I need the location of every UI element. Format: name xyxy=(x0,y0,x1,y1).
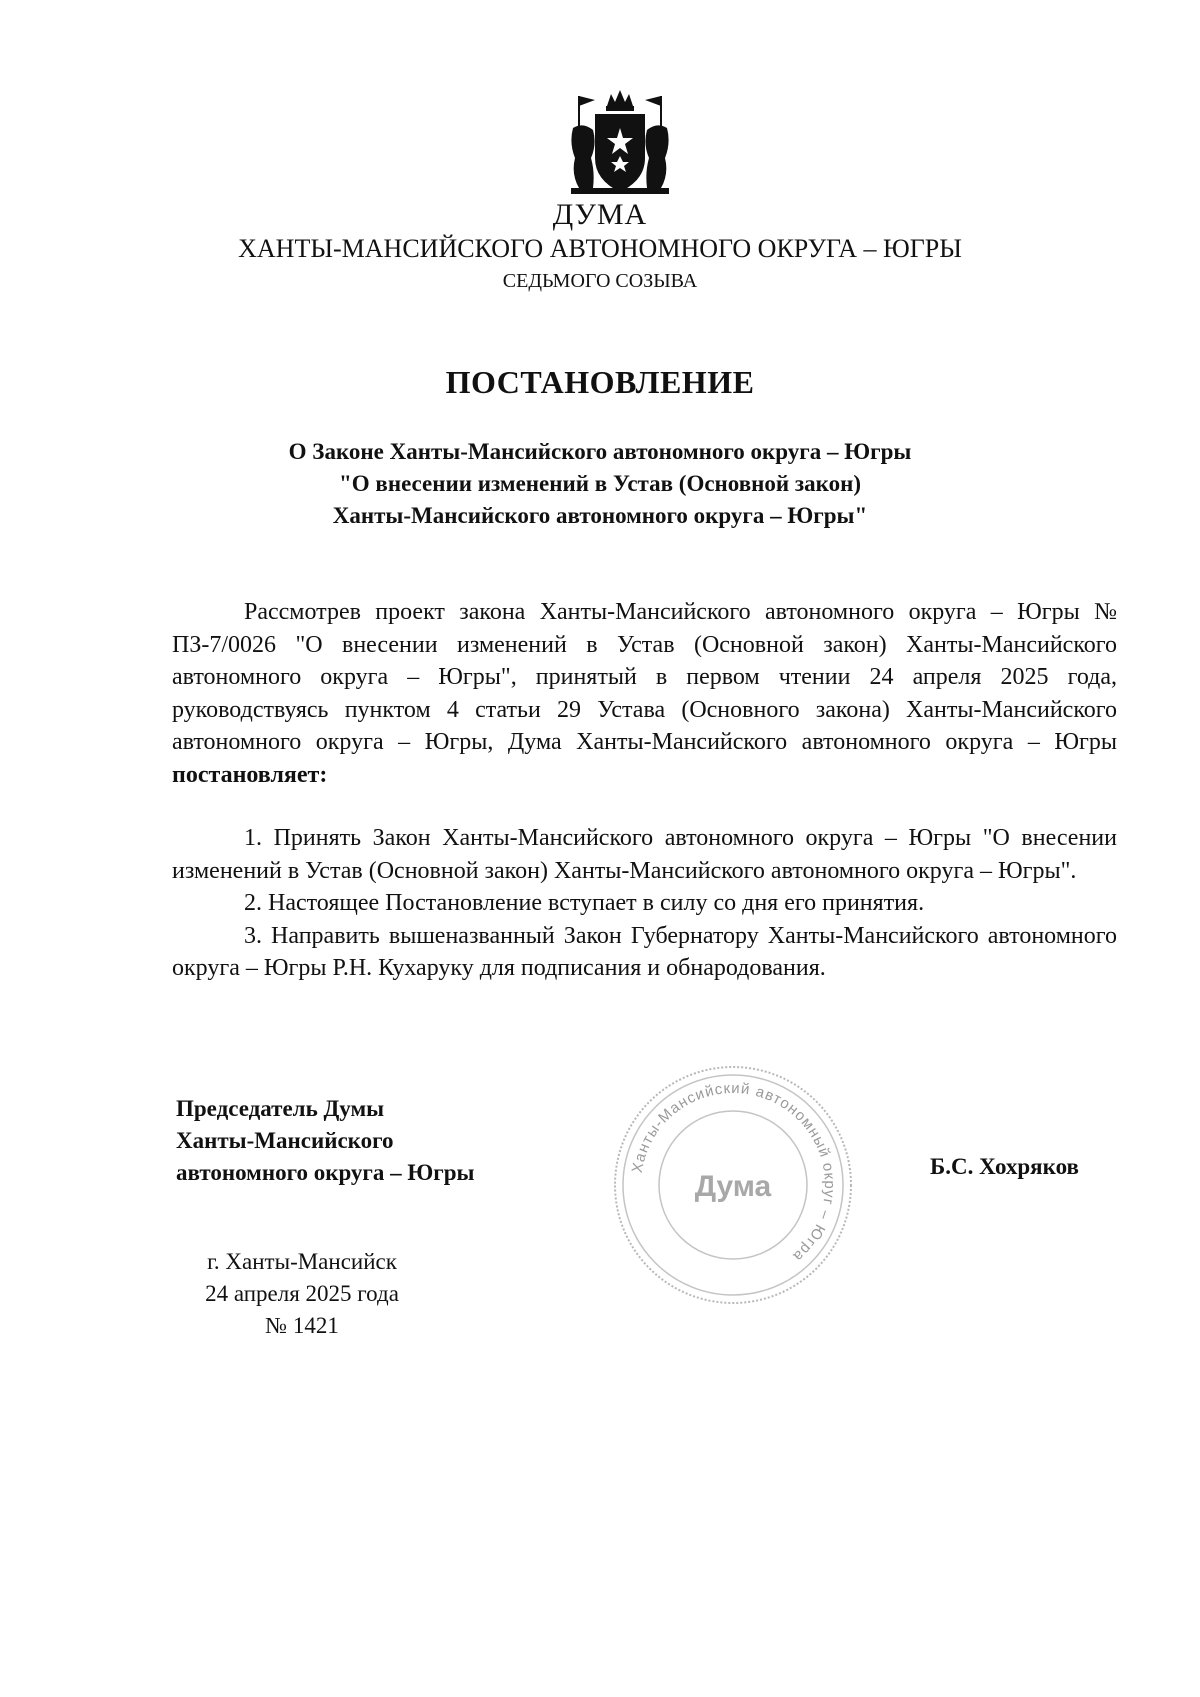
signer-title xyxy=(176,1093,474,1189)
subject-line: Ханты-Мансийского автономного округа – Югры" xyxy=(332,503,868,528)
signer-title-line: Ханты-Мансийского xyxy=(176,1128,394,1153)
city: г. Ханты-Мансийск xyxy=(207,1249,397,1274)
org-name-region: ХАНТЫ-МАНСИЙСКОГО АВТОНОМНОГО ОКРУГА – ЮГРЫ xyxy=(238,234,962,263)
coat-of-arms-icon xyxy=(565,88,675,200)
document-subject xyxy=(0,436,1200,532)
document-type: ПОСТАНОВЛЕНИЕ xyxy=(445,364,755,400)
round-seal-icon xyxy=(608,1060,858,1310)
resolution-item: 1. Принять Закон Ханты-Мансийского автономного округа – Югры "О внесении изменений в Устав (Основной закон) Ханты-Мансийского автономного округа – Югры". xyxy=(172,825,1117,884)
seal-center-text: Дума xyxy=(694,1170,772,1203)
place-date-block xyxy=(178,1246,426,1342)
signer-title-line: Председатель Думы xyxy=(176,1096,385,1121)
preamble-emphasis: постановляет: xyxy=(172,761,328,788)
org-convocation: СЕДЬМОГО СОЗЫВА xyxy=(502,270,698,292)
preamble-text: Рассмотрев проект закона Ханты-Мансийского автономного округа – Югры № ПЗ-7/0026 "О внесении изменений в Устав (Основной закон) Ханты-Мансийского автономного округа – Югры", принятый в первом чтении 24 апреля 2025 года, руководствуясь пунктом 4 статьи 29 Устава (Основного закона) Ханты-Мансийского автономного округа – Югры, Дума Ханты-Мансийского автономного округа – Югры xyxy=(172,599,1117,755)
document-number: № 1421 xyxy=(265,1313,339,1338)
signer-title-line: автономного округа – Югры xyxy=(176,1160,475,1185)
signer-name: Б.С. Хохряков xyxy=(930,1154,1079,1179)
org-name-title: ДУМА xyxy=(552,198,648,231)
resolution-items xyxy=(172,822,1117,985)
subject-line: О Законе Ханты-Мансийского автономного округа – Югры xyxy=(288,439,912,464)
seal-ring-text: Ханты-Мансийский автономный округ – Югра xyxy=(628,1079,839,1266)
resolution-item: 3. Направить вышеназванный Закон Губернатору Ханты-Мансийского автономного округа – Югры Р.Н. Кухаруку для подписания и обнародования. xyxy=(172,922,1117,981)
resolution-item: 2. Настоящее Постановление вступает в силу со дня его принятия. xyxy=(244,890,925,916)
date: 24 апреля 2025 года xyxy=(205,1281,399,1306)
subject-line: "О внесении изменений в Устав (Основной закон) xyxy=(338,471,862,496)
preamble-paragraph xyxy=(172,596,1117,791)
